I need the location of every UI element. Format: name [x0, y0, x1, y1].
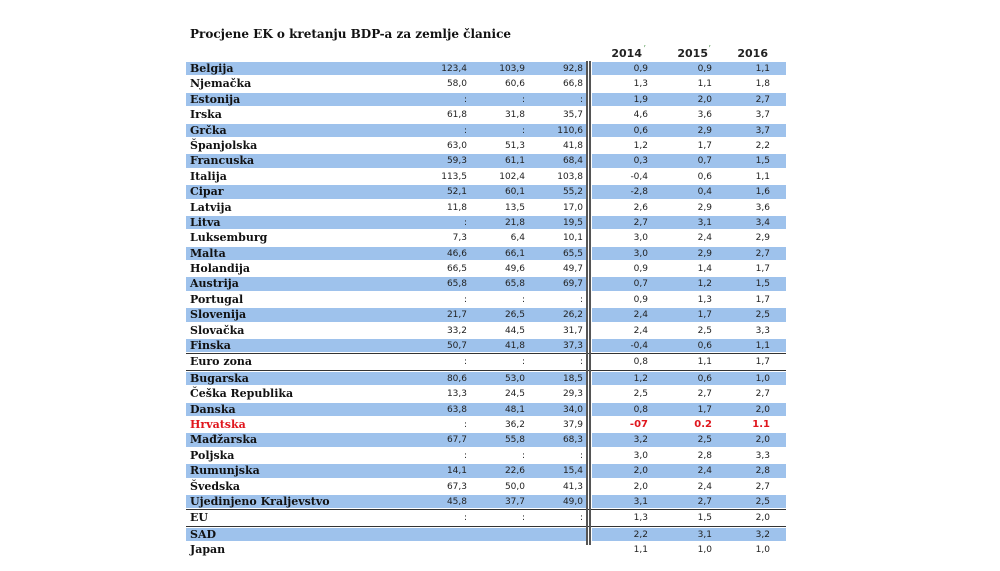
- value-cell: 1,7: [755, 264, 770, 275]
- value-cell: 41,8: [562, 140, 583, 151]
- value-cell: 2,5: [697, 435, 712, 446]
- table-row: [186, 417, 786, 432]
- value-cell: :: [463, 513, 467, 524]
- value-cell: :: [521, 513, 525, 524]
- table-row: [186, 184, 786, 199]
- value-cell: 3,0: [633, 248, 648, 259]
- table-row: [186, 526, 786, 542]
- value-cell: 0,9: [633, 264, 648, 275]
- country-name: Euro zona: [190, 355, 253, 369]
- country-name: Italija: [190, 169, 227, 183]
- country-name: Mađžarska: [190, 433, 258, 447]
- value-cell: 0,6: [697, 341, 712, 352]
- value-cell: 69,7: [562, 279, 583, 290]
- table-row: [186, 307, 786, 322]
- value-cell: 2,8: [697, 450, 712, 461]
- value-cell: 21,7: [446, 310, 467, 321]
- year-header-2015: 2015: [677, 47, 708, 60]
- value-cell: 110,6: [557, 125, 583, 136]
- table-row: [186, 276, 786, 291]
- value-cell: 1,2: [697, 279, 712, 290]
- value-cell: 2,0: [697, 94, 712, 105]
- country-name: Holandija: [190, 262, 251, 276]
- value-cell: 1,1: [633, 545, 648, 556]
- value-cell: 2,9: [697, 125, 712, 136]
- value-cell: 3,4: [755, 217, 770, 228]
- value-cell: 3,1: [697, 529, 712, 540]
- value-cell: -07: [629, 418, 648, 430]
- value-cell: 2,4: [633, 325, 648, 336]
- value-cell: 2,5: [697, 325, 712, 336]
- value-cell: :: [579, 450, 583, 461]
- value-cell: 50,7: [446, 341, 467, 352]
- value-cell: 0,6: [633, 125, 648, 136]
- value-cell: 1,7: [755, 357, 770, 368]
- table-row: [186, 200, 786, 215]
- table-row: [186, 338, 786, 353]
- row-band: [186, 528, 586, 541]
- value-cell: 1,5: [697, 513, 712, 524]
- table-header: [186, 44, 786, 61]
- value-cell: 31,8: [504, 110, 525, 121]
- value-cell: 2,8: [755, 466, 770, 477]
- value-cell: 2,7: [697, 389, 712, 400]
- value-cell: 1,9: [633, 94, 648, 105]
- value-cell: 50,0: [504, 481, 525, 492]
- value-cell: 2,5: [755, 310, 770, 321]
- value-cell: 66,1: [504, 248, 525, 259]
- value-cell: 80,6: [446, 373, 467, 384]
- value-cell: 1,3: [633, 513, 648, 524]
- value-cell: 103,8: [557, 171, 583, 182]
- value-cell: 2,2: [633, 529, 648, 540]
- country-name: Malta: [190, 246, 226, 260]
- value-cell: 1,0: [697, 545, 712, 556]
- value-cell: 41,8: [504, 341, 525, 352]
- value-cell: 0,6: [697, 171, 712, 182]
- table-row: [186, 386, 786, 401]
- value-cell: 0,3: [633, 156, 648, 167]
- value-cell: 0,7: [633, 279, 648, 290]
- value-cell: 1.1: [752, 418, 770, 430]
- value-cell: 61,1: [504, 156, 525, 167]
- value-cell: 41,3: [562, 481, 583, 492]
- table-row: [186, 494, 786, 509]
- value-cell: 2,7: [633, 217, 648, 228]
- value-cell: 68,4: [562, 156, 583, 167]
- country-name: Španjolska: [190, 138, 258, 152]
- table-row: [186, 138, 786, 153]
- table-row: [186, 509, 786, 525]
- country-name: Austrija: [190, 277, 239, 291]
- value-cell: 1,6: [755, 187, 770, 198]
- value-cell: 55,8: [504, 435, 525, 446]
- column-divider: [586, 61, 588, 545]
- value-cell: 7,3: [452, 233, 467, 244]
- value-cell: 113,5: [441, 171, 467, 182]
- value-cell: 2,4: [697, 233, 712, 244]
- value-cell: 2,0: [755, 435, 770, 446]
- value-cell: 37,9: [562, 419, 583, 430]
- value-cell: 26,2: [562, 310, 583, 321]
- value-cell: 37,3: [562, 341, 583, 352]
- value-cell: 65,5: [562, 248, 583, 259]
- country-name: Poljska: [190, 448, 235, 462]
- column-divider: [589, 61, 591, 545]
- value-cell: 92,8: [562, 64, 583, 74]
- value-cell: 33,2: [446, 325, 467, 336]
- value-cell: :: [463, 94, 467, 105]
- value-cell: 3,1: [697, 217, 712, 228]
- value-cell: 0,8: [633, 357, 648, 368]
- value-cell: 1,2: [633, 140, 648, 151]
- value-cell: 1,2: [633, 373, 648, 384]
- value-cell: 2,0: [755, 404, 770, 415]
- value-cell: 67,3: [446, 481, 467, 492]
- value-cell: 1,7: [697, 140, 712, 151]
- value-cell: 2,4: [697, 481, 712, 492]
- country-name: Ujedinjeno Kraljevstvo: [190, 494, 330, 508]
- country-name: Rumunjska: [190, 464, 260, 478]
- country-name: Njemačka: [190, 77, 252, 91]
- value-cell: 26,5: [504, 310, 525, 321]
- country-name: Irska: [190, 108, 222, 122]
- value-cell: 49,6: [504, 264, 525, 275]
- value-cell: 1,1: [697, 79, 712, 90]
- value-cell: :: [463, 419, 467, 430]
- value-cell: 53,0: [504, 373, 525, 384]
- value-cell: 0,9: [633, 64, 648, 74]
- value-cell: 66,5: [446, 264, 467, 275]
- value-cell: :: [521, 294, 525, 305]
- value-cell: 48,1: [504, 404, 525, 415]
- value-cell: 2,0: [633, 481, 648, 492]
- value-cell: 18,5: [562, 373, 583, 384]
- value-cell: 51,3: [504, 140, 525, 151]
- value-cell: 31,7: [562, 325, 583, 336]
- country-name: Danska: [190, 402, 236, 416]
- value-cell: 3,7: [755, 125, 770, 136]
- country-name: Finska: [190, 339, 231, 353]
- value-cell: 1,0: [755, 373, 770, 384]
- value-cell: 0,9: [633, 294, 648, 305]
- value-cell: :: [579, 513, 583, 524]
- value-cell: 1,3: [697, 294, 712, 305]
- value-cell: 61,8: [446, 110, 467, 121]
- table-row: [186, 479, 786, 494]
- value-cell: 65,8: [504, 279, 525, 290]
- value-cell: 2,5: [755, 496, 770, 507]
- value-cell: 14,1: [446, 466, 467, 477]
- table-row: [186, 323, 786, 338]
- table-row: [186, 61, 786, 76]
- value-cell: 1,3: [633, 79, 648, 90]
- value-cell: 0,9: [697, 64, 712, 74]
- value-cell: 3,2: [633, 435, 648, 446]
- value-cell: 3,6: [697, 110, 712, 121]
- value-cell: 19,5: [562, 217, 583, 228]
- value-cell: 3,6: [755, 202, 770, 213]
- value-cell: 59,3: [446, 156, 467, 167]
- value-cell: 3,7: [755, 110, 770, 121]
- value-cell: :: [521, 94, 525, 105]
- value-cell: 1,0: [755, 545, 770, 556]
- value-cell: 60,1: [504, 187, 525, 198]
- value-cell: 21,8: [504, 217, 525, 228]
- country-name: Estonija: [190, 92, 241, 106]
- value-cell: 6,4: [510, 233, 525, 244]
- value-cell: 2,2: [755, 140, 770, 151]
- value-cell: -2,8: [630, 187, 648, 198]
- value-cell: :: [579, 94, 583, 105]
- value-cell: 3,0: [633, 450, 648, 461]
- table-row: [186, 432, 786, 447]
- value-cell: 3,2: [755, 529, 770, 540]
- value-cell: 1,1: [755, 171, 770, 182]
- value-cell: :: [463, 450, 467, 461]
- value-cell: 2,7: [755, 481, 770, 492]
- value-cell: 24,5: [504, 389, 525, 400]
- country-name: Švedska: [190, 479, 240, 493]
- value-cell: 1,1: [755, 64, 770, 74]
- value-cell: 3,3: [755, 325, 770, 336]
- value-cell: 49,7: [562, 264, 583, 275]
- value-cell: 46,6: [446, 248, 467, 259]
- value-cell: 36,2: [504, 419, 525, 430]
- value-cell: 68,3: [562, 435, 583, 446]
- value-cell: 3,0: [633, 233, 648, 244]
- value-cell: 1,4: [697, 264, 712, 275]
- value-cell: 55,2: [562, 187, 583, 198]
- table-row: [186, 123, 786, 138]
- value-cell: 22,6: [504, 466, 525, 477]
- value-cell: 2,4: [633, 310, 648, 321]
- country-name: Francuska: [190, 154, 255, 168]
- value-cell: 3,3: [755, 450, 770, 461]
- value-cell: 2,7: [755, 389, 770, 400]
- value-cell: 34,0: [562, 404, 583, 415]
- value-cell: 15,4: [562, 466, 583, 477]
- year-tick-mark: ′: [709, 44, 711, 53]
- value-cell: -0,4: [630, 341, 648, 352]
- value-cell: 2,7: [755, 94, 770, 105]
- value-cell: 102,4: [499, 171, 525, 182]
- value-cell: 44,5: [504, 325, 525, 336]
- year-header-2016: 2016: [737, 47, 768, 60]
- value-cell: 0,4: [697, 187, 712, 198]
- country-name: Litva: [190, 215, 221, 229]
- value-cell: 1,8: [755, 79, 770, 90]
- country-name: Slovačka: [190, 323, 245, 337]
- value-cell: 103,9: [499, 64, 525, 74]
- value-cell: 2,4: [697, 466, 712, 477]
- value-cell: 1,7: [697, 404, 712, 415]
- country-name: Latvija: [190, 200, 232, 214]
- value-cell: 2,9: [697, 202, 712, 213]
- value-cell: 2,0: [633, 466, 648, 477]
- value-cell: -0,4: [630, 171, 648, 182]
- table-row: [186, 353, 786, 369]
- value-cell: 45,8: [446, 496, 467, 507]
- country-name: Japan: [190, 543, 226, 557]
- value-cell: 2,7: [755, 248, 770, 259]
- value-cell: :: [521, 125, 525, 136]
- value-cell: 13,3: [446, 389, 467, 400]
- value-cell: 52,1: [446, 187, 467, 198]
- country-name: Portugal: [190, 292, 244, 306]
- table-row: [186, 292, 786, 307]
- table-row: [186, 463, 786, 478]
- value-cell: 0,8: [633, 404, 648, 415]
- value-cell: 1,1: [697, 357, 712, 368]
- value-cell: 4,6: [633, 110, 648, 121]
- row-band: [186, 543, 586, 556]
- table-row: [186, 215, 786, 230]
- value-cell: 29,3: [562, 389, 583, 400]
- value-cell: :: [579, 357, 583, 368]
- value-cell: 66,8: [562, 79, 583, 90]
- value-cell: 3,1: [633, 496, 648, 507]
- table-row: [186, 448, 786, 463]
- value-cell: :: [521, 450, 525, 461]
- gdp-forecast-table: [186, 44, 786, 558]
- value-cell: 10,1: [562, 233, 583, 244]
- value-cell: 2,0: [755, 513, 770, 524]
- value-cell: 2,9: [755, 233, 770, 244]
- value-cell: :: [463, 357, 467, 368]
- value-cell: 2,5: [633, 389, 648, 400]
- table-row: [186, 153, 786, 168]
- table-row: [186, 76, 786, 91]
- country-name: Belgija: [190, 62, 234, 75]
- country-name: Češka Republika: [190, 387, 294, 401]
- value-cell: 1,7: [697, 310, 712, 321]
- value-cell: 1,5: [755, 156, 770, 167]
- value-cell: 0,7: [697, 156, 712, 167]
- value-cell: 123,4: [441, 64, 467, 74]
- table-row: [186, 92, 786, 107]
- country-name: Slovenija: [190, 308, 247, 322]
- table-row: [186, 370, 786, 386]
- value-cell: :: [463, 217, 467, 228]
- value-cell: 0,6: [697, 373, 712, 384]
- value-cell: 0.2: [694, 418, 712, 430]
- country-name: Hrvatska: [190, 417, 246, 431]
- value-cell: 65,8: [446, 279, 467, 290]
- table-row: [186, 107, 786, 122]
- value-cell: 1,7: [755, 294, 770, 305]
- value-cell: 2,6: [633, 202, 648, 213]
- value-cell: 60,6: [504, 79, 525, 90]
- table-row: [186, 542, 786, 557]
- value-cell: 1,5: [755, 279, 770, 290]
- value-cell: :: [463, 125, 467, 136]
- value-cell: 2,9: [697, 248, 712, 259]
- value-cell: 35,7: [562, 110, 583, 121]
- value-cell: 63,8: [446, 404, 467, 415]
- value-cell: 37,7: [504, 496, 525, 507]
- country-name: Luksemburg: [190, 231, 268, 245]
- country-name: Bugarska: [190, 371, 249, 385]
- year-tick-mark: ′: [644, 44, 646, 53]
- table-row: [186, 246, 786, 261]
- table-row: [186, 169, 786, 184]
- table-row: [186, 261, 786, 276]
- value-cell: :: [579, 294, 583, 305]
- value-cell: 49,0: [562, 496, 583, 507]
- country-name: EU: [190, 511, 208, 525]
- value-cell: :: [521, 357, 525, 368]
- value-cell: 67,7: [446, 435, 467, 446]
- table-title: Procjene EK o kretanju BDP-a za zemlje članice: [190, 27, 512, 41]
- year-header-2014: 2014: [611, 47, 642, 60]
- table-row: [186, 402, 786, 417]
- country-name: Grčka: [190, 123, 227, 137]
- country-name: Cipar: [190, 185, 224, 199]
- value-cell: 58,0: [446, 79, 467, 90]
- value-cell: 17,0: [562, 202, 583, 213]
- value-cell: 2,7: [697, 496, 712, 507]
- value-cell: 11,8: [446, 202, 467, 213]
- value-cell: 13,5: [504, 202, 525, 213]
- value-cell: :: [463, 294, 467, 305]
- table-row: [186, 230, 786, 245]
- value-cell: 1,1: [755, 341, 770, 352]
- country-name: SAD: [190, 527, 217, 541]
- value-cell: 63,0: [446, 140, 467, 151]
